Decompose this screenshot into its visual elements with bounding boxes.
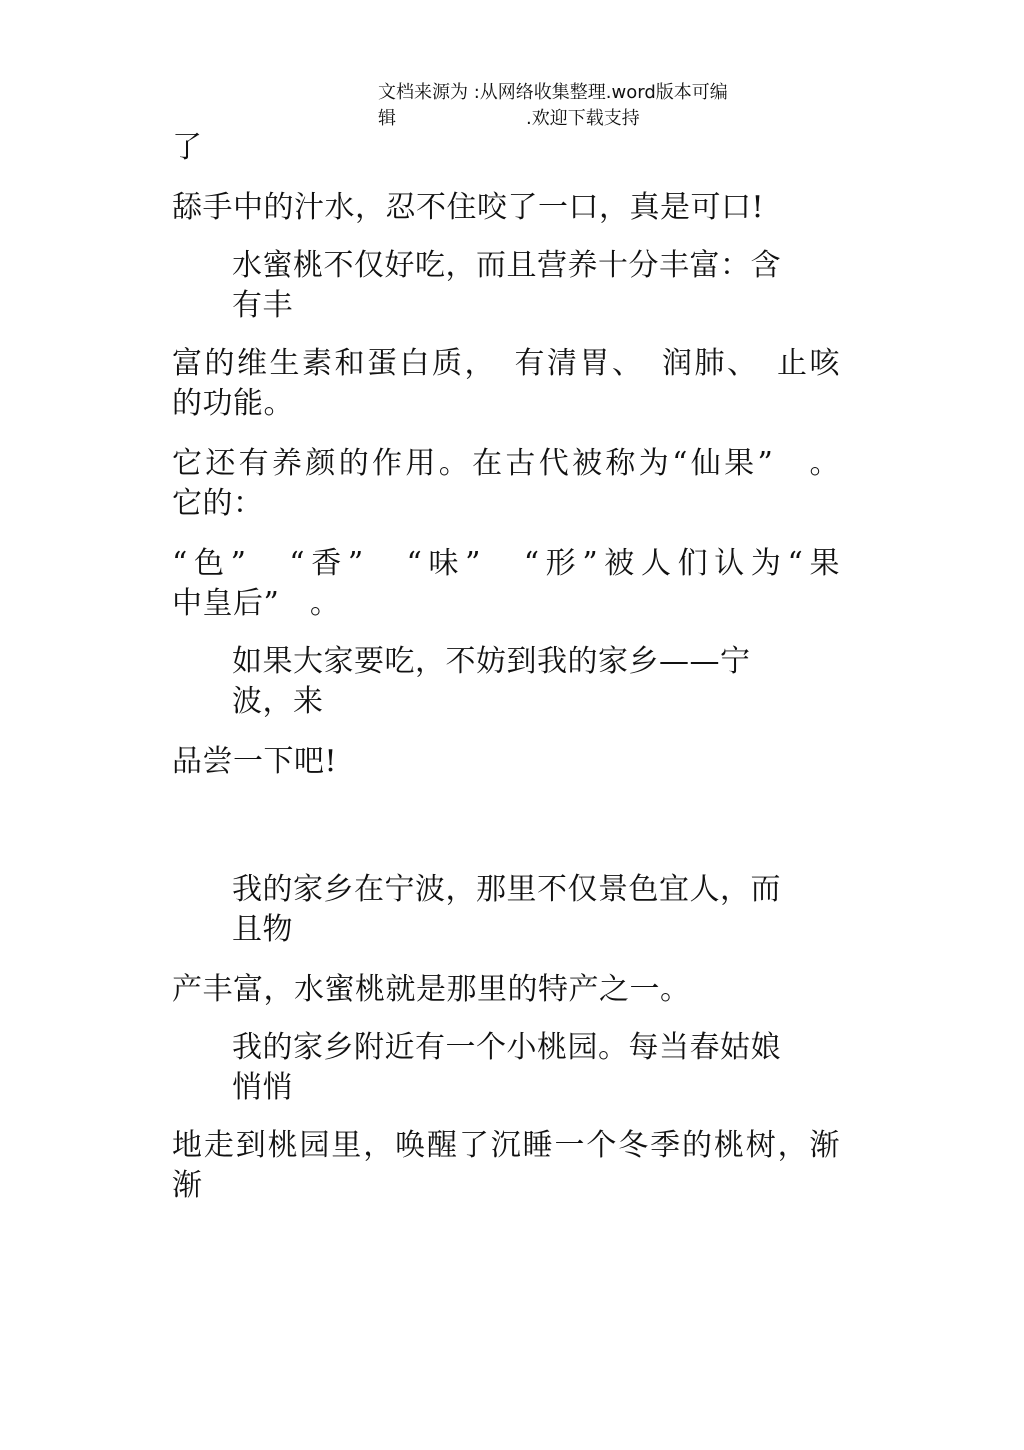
header-line-2-end: .欢迎下载支持 <box>526 108 640 129</box>
header-line-2 <box>378 106 758 132</box>
text-line: 我的家乡在宁波，那里不仅景色宜人，而 <box>232 872 781 907</box>
text-line: 如果大家要吃，不妨到我的家乡——宁 <box>232 644 751 679</box>
text-line: 了 <box>172 130 203 165</box>
text-line: 地走到桃园里，唤醒了沉睡一个冬季的桃树，渐 <box>172 1128 840 1163</box>
text-line: “色” “香” “味” “形”被人们认为“果 <box>172 546 840 581</box>
document-source-header <box>378 80 758 132</box>
text-line: 渐 <box>172 1168 203 1203</box>
text-line: 它的： <box>172 486 264 521</box>
text-line: 有丰 <box>232 288 293 323</box>
text-line: 悄悄 <box>232 1070 293 1105</box>
text-line: 富的维生素和蛋白质， 有清胃、 润肺、 止咳 <box>172 346 840 381</box>
text-line: 它还有养颜的作用。在古代被称为“仙果” 。 <box>172 446 840 481</box>
text-line: 的功能。 <box>172 386 294 421</box>
header-line-1: 文档来源为 :从网络收集整理.word版本可编 <box>378 82 728 103</box>
text-line: 产丰富，水蜜桃就是那里的特产之一。 <box>172 972 691 1007</box>
text-line: 舔手中的汁水，忍不住咬了一口，真是可口! <box>172 190 765 225</box>
text-line: 波，来 <box>232 684 324 719</box>
text-line: 且物 <box>232 912 293 947</box>
text-line: 中皇后” 。 <box>172 586 341 621</box>
text-line: 水蜜桃不仅好吃，而且营养十分丰富：含 <box>232 248 781 283</box>
header-line-2-start: 辑 <box>378 108 396 129</box>
text-line: 品尝一下吧! <box>172 744 338 779</box>
text-line: 我的家乡附近有一个小桃园。每当春姑娘 <box>232 1030 781 1065</box>
